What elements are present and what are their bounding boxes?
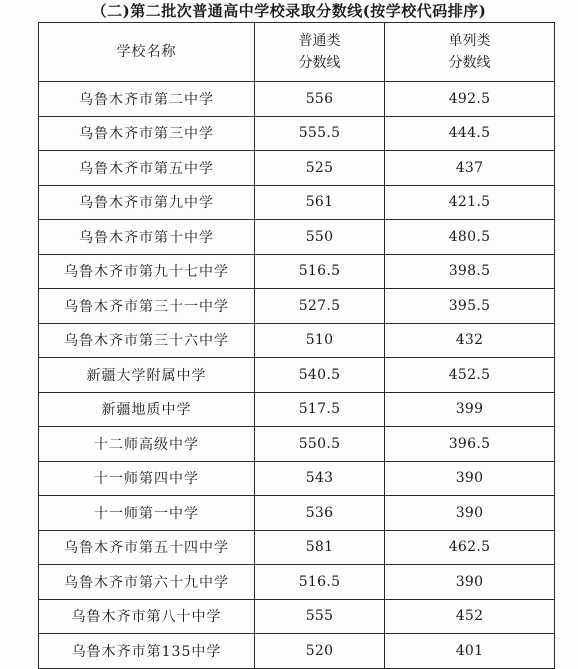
table-row [39, 254, 555, 289]
general-score-cell [255, 185, 385, 220]
table-row [39, 151, 555, 186]
general-score-cell [255, 634, 385, 669]
table-row [39, 323, 555, 358]
header-single-score [385, 23, 555, 82]
single-score-cell-text: 444.5 [448, 125, 491, 142]
header-general-line2: 分数线 [298, 55, 341, 71]
single-score-cell-text: 390 [455, 470, 484, 487]
general-score-cell [255, 116, 385, 151]
general-score-cell-text: 510 [305, 332, 334, 349]
single-score-cell-text: 492.5 [448, 90, 491, 107]
general-score-cell-text: 555.5 [298, 125, 341, 142]
single-score-cell [385, 323, 555, 358]
score-table [38, 22, 555, 669]
school-name-cell [39, 599, 255, 634]
school-name-cell-text: 乌鲁木齐市第八十中学 [71, 609, 222, 626]
school-name-cell-text: 乌鲁木齐市第三十六中学 [64, 333, 229, 350]
single-score-cell [385, 116, 555, 151]
single-score-cell [385, 220, 555, 255]
table-row [39, 634, 555, 669]
school-name-cell [39, 323, 255, 358]
single-score-cell [385, 185, 555, 220]
single-score-cell [385, 427, 555, 462]
single-score-cell [385, 565, 555, 600]
school-name-cell-text: 新疆地质中学 [101, 402, 192, 419]
general-score-cell-text: 543 [305, 470, 334, 487]
general-score-cell [255, 565, 385, 600]
school-name-cell [39, 461, 255, 496]
header-school-label: 学校名称 [116, 44, 177, 60]
header-general-line1: 普通类 [298, 33, 341, 49]
school-name-cell [39, 82, 255, 117]
document-title: （二)第二批次普通高中学校录取分数线(按学校代码排序) [91, 2, 487, 20]
single-score-cell-text: 398.5 [448, 263, 491, 280]
school-name-cell-text: 十一师第四中学 [94, 471, 199, 488]
single-score-cell-text: 421.5 [448, 194, 491, 211]
general-score-cell-text: 516.5 [298, 263, 341, 280]
school-name-cell-text: 乌鲁木齐市第六十九中学 [64, 574, 229, 591]
school-name-cell-text: 乌鲁木齐市第三中学 [79, 126, 214, 143]
single-score-cell-text: 395.5 [448, 297, 491, 314]
general-score-cell [255, 496, 385, 531]
school-name-cell [39, 254, 255, 289]
general-score-cell-text: 517.5 [298, 401, 341, 418]
single-score-cell [385, 254, 555, 289]
single-score-cell [385, 392, 555, 427]
single-score-cell-text: 462.5 [448, 539, 491, 556]
table-row [39, 289, 555, 324]
school-name-cell [39, 634, 255, 669]
single-score-cell [385, 358, 555, 393]
single-score-cell [385, 599, 555, 634]
general-score-cell-text: 525 [305, 159, 334, 176]
general-score-cell-text: 516.5 [298, 573, 341, 590]
table-header [39, 23, 555, 82]
general-score-cell-text: 550.5 [298, 435, 341, 452]
table-row [39, 427, 555, 462]
table-row [39, 565, 555, 600]
school-name-cell-text: 乌鲁木齐市第135中学 [71, 643, 222, 660]
header-single-line1: 单列类 [448, 33, 491, 49]
school-name-cell [39, 151, 255, 186]
school-name-cell [39, 427, 255, 462]
single-score-cell-text: 437 [455, 159, 484, 176]
school-name-cell [39, 530, 255, 565]
header-single-line2: 分数线 [448, 55, 491, 71]
school-name-cell-text: 乌鲁木齐市第十中学 [79, 229, 214, 246]
school-name-cell [39, 116, 255, 151]
header-school-name [39, 23, 255, 82]
school-name-cell [39, 220, 255, 255]
general-score-cell-text: 540.5 [298, 366, 341, 383]
single-score-cell [385, 530, 555, 565]
table-row [39, 461, 555, 496]
school-name-cell [39, 565, 255, 600]
school-name-cell-text: 乌鲁木齐市第九中学 [79, 195, 214, 212]
general-score-cell [255, 427, 385, 462]
table-row [39, 392, 555, 427]
general-score-cell-text: 536 [305, 504, 334, 521]
school-name-cell [39, 185, 255, 220]
general-score-cell-text: 556 [305, 90, 334, 107]
single-score-cell-text: 401 [455, 642, 484, 659]
school-name-cell-text: 十二师高级中学 [94, 436, 199, 453]
table-row [39, 82, 555, 117]
general-score-cell-text: 561 [305, 194, 334, 211]
table-row [39, 220, 555, 255]
general-score-cell [255, 289, 385, 324]
general-score-cell [255, 323, 385, 358]
single-score-cell-text: 480.5 [448, 228, 491, 245]
school-name-cell-text: 乌鲁木齐市第三十一中学 [64, 298, 229, 315]
school-name-cell [39, 289, 255, 324]
single-score-cell [385, 289, 555, 324]
single-score-cell [385, 634, 555, 669]
school-name-cell-text: 十一师第一中学 [94, 505, 199, 522]
school-name-cell [39, 358, 255, 393]
table-body [39, 82, 555, 669]
single-score-cell [385, 82, 555, 117]
school-name-cell-text: 新疆大学附属中学 [86, 367, 207, 384]
general-score-cell-text: 581 [305, 539, 334, 556]
general-score-cell-text: 550 [305, 228, 334, 245]
single-score-cell-text: 432 [455, 332, 484, 349]
header-row [39, 23, 555, 82]
general-score-cell [255, 82, 385, 117]
single-score-cell-text: 390 [455, 573, 484, 590]
single-score-cell-text: 399 [455, 401, 484, 418]
general-score-cell-text: 555 [305, 608, 334, 625]
table-row [39, 496, 555, 531]
single-score-cell-text: 452.5 [448, 366, 491, 383]
general-score-cell [255, 254, 385, 289]
single-score-cell [385, 461, 555, 496]
general-score-cell [255, 358, 385, 393]
general-score-cell [255, 599, 385, 634]
general-score-cell-text: 527.5 [298, 297, 341, 314]
single-score-cell-text: 452 [455, 608, 484, 625]
school-name-cell-text: 乌鲁木齐市第五十四中学 [64, 540, 229, 557]
table-row [39, 358, 555, 393]
single-score-cell [385, 496, 555, 531]
general-score-cell-text: 520 [305, 642, 334, 659]
general-score-cell [255, 461, 385, 496]
single-score-cell [385, 151, 555, 186]
general-score-cell [255, 392, 385, 427]
school-name-cell [39, 392, 255, 427]
table-row [39, 599, 555, 634]
general-score-cell [255, 530, 385, 565]
single-score-cell-text: 396.5 [448, 435, 491, 452]
table-row [39, 185, 555, 220]
school-name-cell-text: 乌鲁木齐市第五中学 [79, 160, 214, 177]
single-score-cell-text: 390 [455, 504, 484, 521]
general-score-cell [255, 151, 385, 186]
general-score-cell [255, 220, 385, 255]
school-name-cell-text: 乌鲁木齐市第九十七中学 [64, 264, 229, 281]
table-row [39, 116, 555, 151]
school-name-cell-text: 乌鲁木齐市第二中学 [79, 91, 214, 108]
header-general-score [255, 23, 385, 82]
school-name-cell [39, 496, 255, 531]
table-row [39, 530, 555, 565]
